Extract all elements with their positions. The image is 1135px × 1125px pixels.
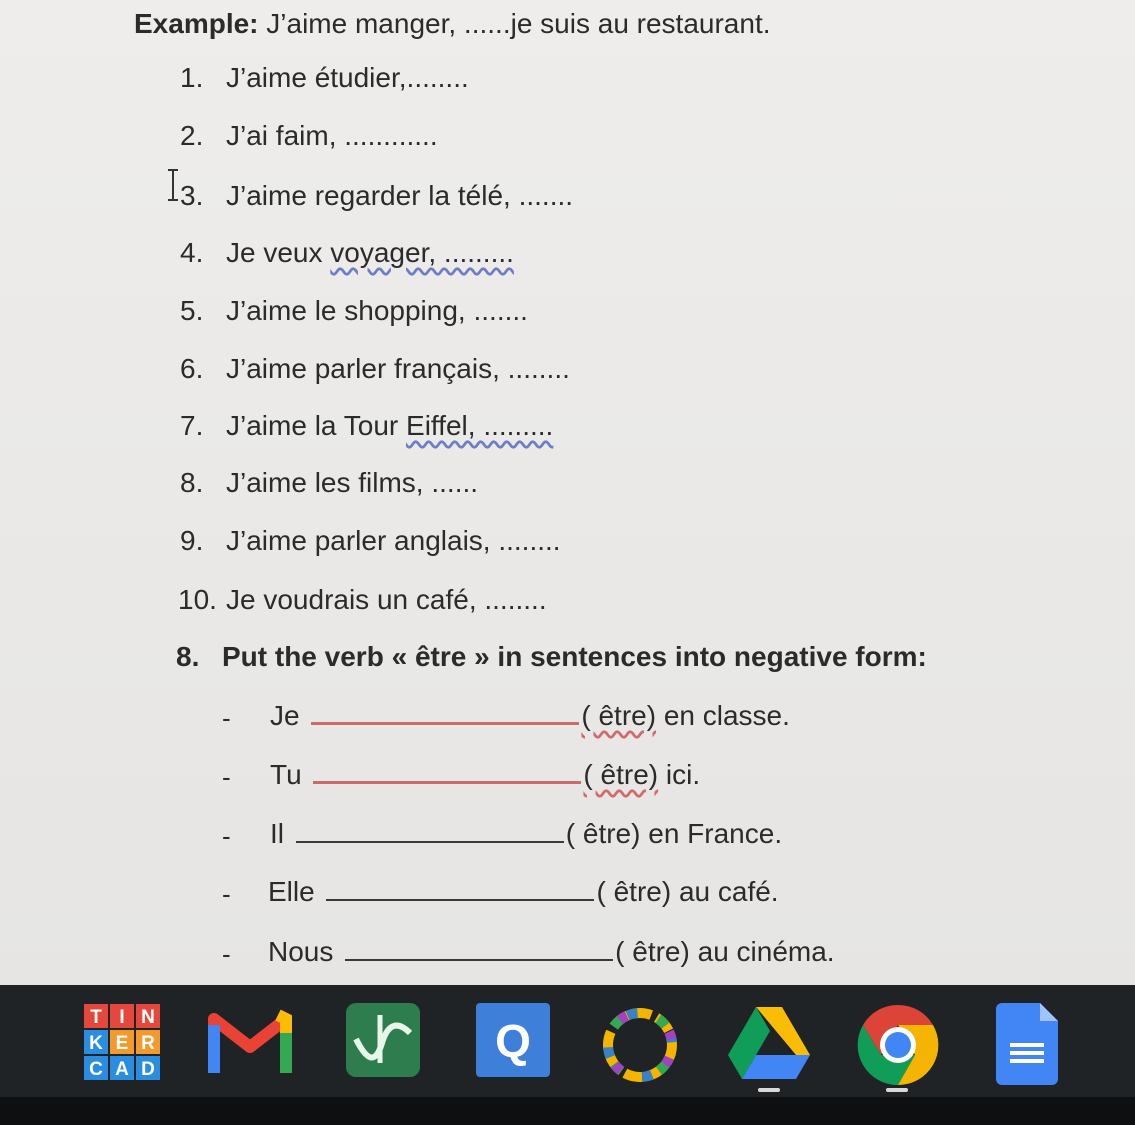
answer-blank[interactable] [345, 959, 613, 961]
sentence-1: 1. J’aime étudier,........ [180, 62, 469, 93]
answer-blank[interactable] [311, 722, 579, 725]
svg-text:T: T [90, 1007, 102, 1028]
sentence-9: 9. J’aime parler anglais, ........ [180, 525, 561, 556]
svg-text:I: I [119, 1007, 125, 1028]
circle-app-icon[interactable] [598, 1003, 682, 1083]
answer-blank[interactable] [313, 781, 581, 784]
svg-text:D: D [141, 1059, 155, 1080]
sentence-3: 3. J’aime regarder la télé, ....... [180, 180, 574, 211]
svg-text:Q: Q [495, 1015, 531, 1067]
active-indicator [886, 1088, 908, 1092]
svg-text:A: A [115, 1059, 129, 1080]
svg-text:C: C [89, 1059, 103, 1080]
example-text: J’aime manger, ......je suis au restaurant. [258, 8, 771, 39]
dash-bullet: - [222, 762, 231, 792]
svg-text:N: N [141, 1007, 155, 1028]
sentence-4: 4. Je veux voyager, ......... [180, 237, 514, 268]
negative-je: Je ( être) en classe. [270, 700, 790, 731]
sentence-7: 7. J’aime la Tour Eiffel, ......... [180, 410, 554, 441]
gmail-icon[interactable] [208, 1003, 292, 1083]
answer-blank[interactable] [296, 841, 564, 843]
taskbar [0, 985, 1135, 1097]
google-docs-icon[interactable] [996, 1003, 1080, 1083]
svg-text:K: K [89, 1033, 103, 1054]
negative-nous: Nous ( être) au cinéma. [268, 936, 835, 967]
example-line [134, 8, 771, 40]
spellcheck-underline[interactable]: voyager, ......... [330, 237, 514, 268]
desmos-icon[interactable] [346, 1003, 430, 1083]
svg-text:E: E [115, 1033, 129, 1054]
screen-bezel [0, 1097, 1135, 1125]
sentence-8: 8. J’aime les films, ...... [180, 467, 479, 498]
text-cursor-icon [166, 168, 180, 202]
sentence-5: 5. J’aime le shopping, ....... [180, 295, 528, 326]
spellcheck-underline[interactable]: Eiffel, ......... [406, 410, 554, 441]
dash-bullet: - [222, 703, 231, 733]
sentence-10: 10. Je voudrais un café, ........ [178, 584, 547, 615]
dash-bullet: - [222, 879, 231, 909]
negative-elle: Elle ( être) au café. [268, 876, 779, 907]
google-drive-icon[interactable] [726, 1003, 810, 1083]
task-8-heading: 8. Put the verb « être » in sentences into negative form: [176, 641, 927, 672]
dash-bullet: - [222, 821, 231, 851]
dash-bullet: - [222, 939, 231, 969]
quizlet-icon[interactable] [476, 1003, 560, 1083]
active-indicator [758, 1088, 780, 1092]
answer-blank[interactable] [326, 899, 594, 901]
negative-il: Il ( être) en France. [270, 818, 783, 849]
negative-tu: Tu ( être) ici. [270, 759, 701, 790]
svg-text:R: R [141, 1033, 155, 1054]
sentence-2: 2. J’ai faim, ............ [180, 120, 438, 151]
chrome-icon[interactable] [856, 1003, 940, 1083]
tinkercad-icon[interactable] [84, 1004, 160, 1080]
example-label: Example: [134, 8, 259, 39]
sentence-6: 6. J’aime parler français, ........ [180, 353, 570, 384]
